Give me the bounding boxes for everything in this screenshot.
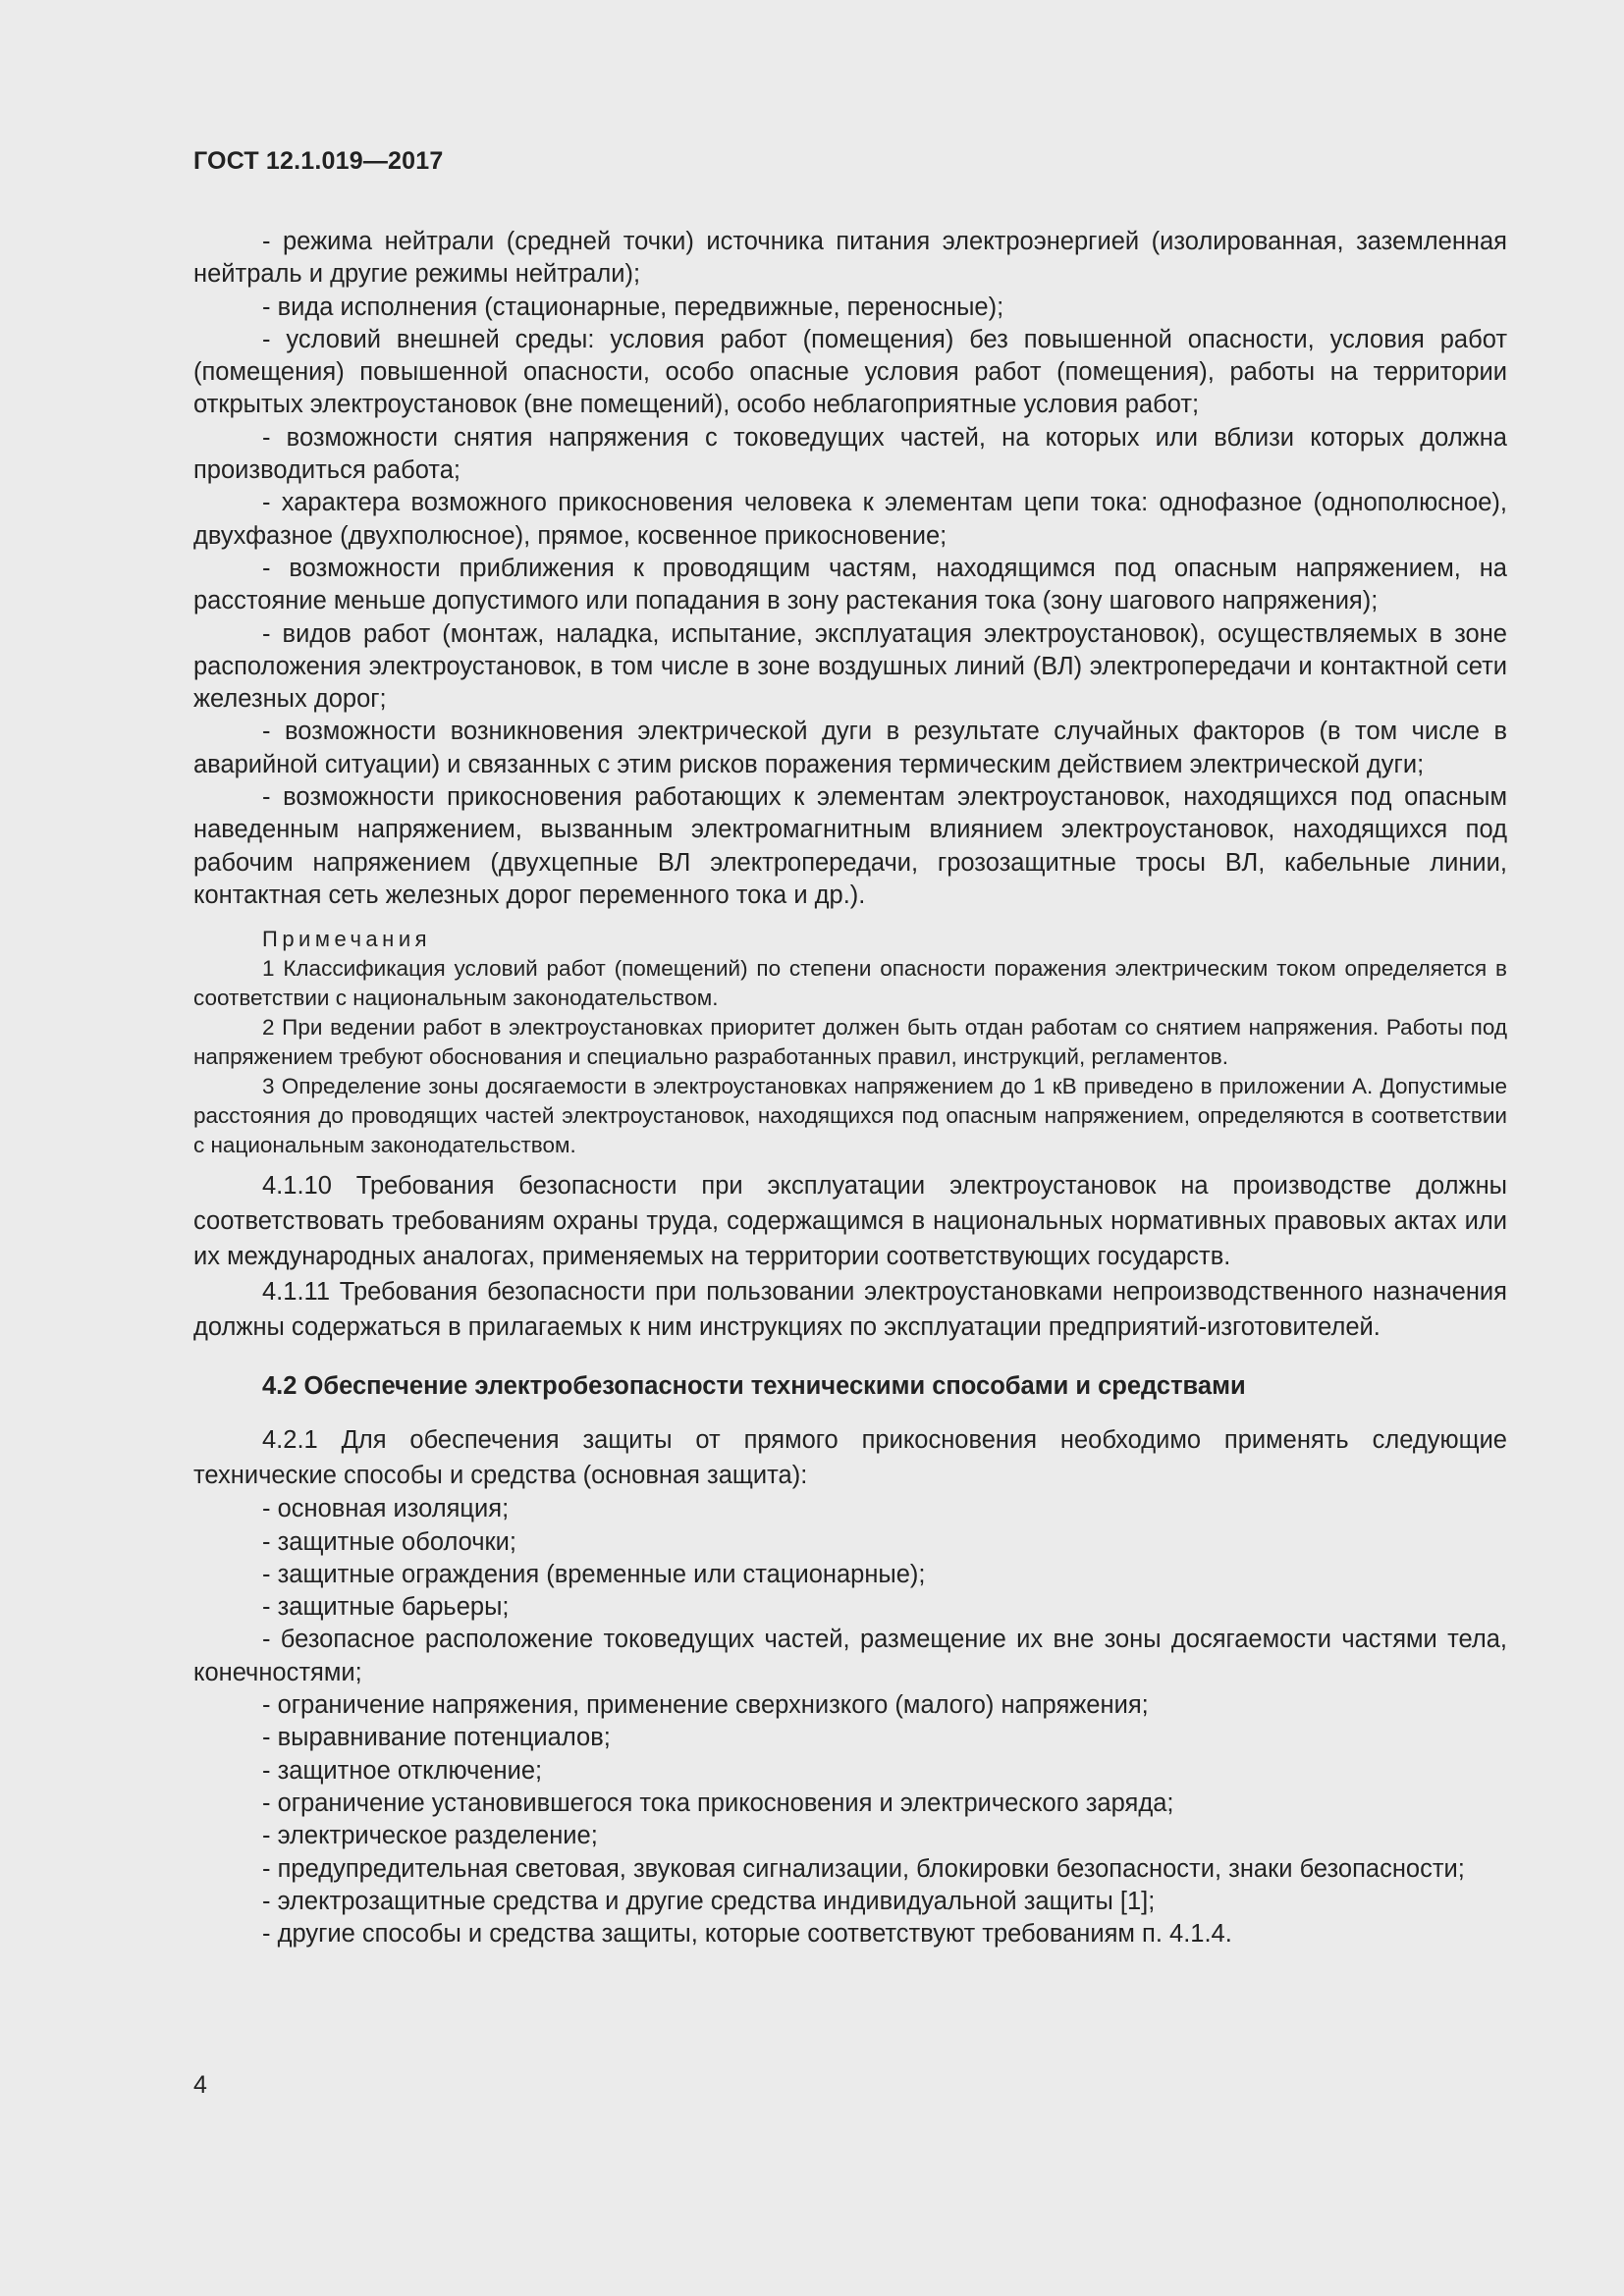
list-item: - защитные ограждения (временные или стационарные);	[262, 1560, 926, 1588]
list-item: - безопасное расположение токоведущих частей, размещение их вне зоны досягаемости частями тела, конечностями;	[193, 1626, 1507, 1686]
list-item: - электрозащитные средства и другие средства индивидуальной защиты [1];	[262, 1887, 1156, 1915]
list-item: - режима нейтрали (средней точки) источника питания электроэнергией (изолированная, заземленная нейтраль и другие режимы нейтрали);	[193, 228, 1507, 289]
list-item: - защитные оболочки;	[262, 1527, 516, 1556]
document-body	[193, 226, 1507, 1950]
list-item: - защитные барьеры;	[262, 1593, 510, 1622]
note-item: 2 При ведении работ в электроустановках приоритет должен быть отдан работам со снятием напряжения. Работы под напряжением требуют обоснования и специально разработанных правил, инструкций, регламентов.	[193, 1015, 1507, 1070]
list-item: - электрическое разделение;	[262, 1822, 598, 1850]
list-item: - другие способы и средства защиты, которые соответствуют требованиям п. 4.1.4.	[262, 1920, 1232, 1949]
clause-4-1-10: 4.1.10 Требования безопасности при эксплуатации электроустановок на производстве должны соответствовать требованиям охраны труда, содержащимся в национальных нормативных правовых актах или их международных аналогах, применяемых на территории соответствующих государств.	[193, 1172, 1507, 1271]
list-item: - предупредительная световая, звуковая сигнализации, блокировки безопасности, знаки безопасности;	[262, 1854, 1465, 1883]
list-item: - выравнивание потенциалов;	[262, 1724, 611, 1752]
list-item: - вида исполнения (стационарные, передвижные, переносные);	[262, 293, 1004, 321]
notes-title: Примечания	[262, 927, 432, 952]
list-item: - ограничение напряжения, применение сверхнизкого (малого) напряжения;	[262, 1691, 1149, 1720]
document-header: ГОСТ 12.1.019—2017	[193, 147, 444, 175]
list-item: - возможности приближения к проводящим частям, находящимся под опасным напряжением, на расстояние меньше допустимого или попадания в зону растекания тока (зону шагового напряжения);	[193, 554, 1507, 615]
list-item: - возможности снятия напряжения с токоведущих частей, на которых или вблизи которых должна производиться работа;	[193, 423, 1507, 485]
list-item: - ограничение установившегося тока прикосновения и электрического заряда;	[262, 1789, 1174, 1817]
note-item: 1 Классификация условий работ (помещений) по степени опасности поражения электрическим током определяется в соответствии с национальным законодательством.	[193, 956, 1507, 1011]
page-number: 4	[193, 2071, 207, 2099]
list-item: - характера возможного прикосновения человека к элементам цепи тока: однофазное (однополюсное), двухфазное (двухполюсное), прямое, косвенное прикосновение;	[193, 489, 1507, 550]
list-item: - основная изоляция;	[262, 1495, 510, 1523]
section-title: 4.2 Обеспечение электробезопасности техническими способами и средствами	[262, 1372, 1246, 1401]
list-item: - возможности возникновения электрической дуги в результате случайных факторов (в том числе в аварийной ситуации) и связанных с этим рисков поражения термическим действием электрической дуги;	[193, 718, 1507, 778]
list-item: - видов работ (монтаж, наладка, испытание, эксплуатация электроустановок), осуществляемых в зоне расположения электроустановок, в том числе в зоне воздушных линий (ВЛ) электропередачи и контактной сети железных дорог;	[193, 619, 1507, 714]
clause-4-1-11: 4.1.11 Требования безопасности при пользовании электроустановками непроизводственного назначения должны содержаться в прилагаемых к ним инструкциях по эксплуатации предприятий-изготовителей.	[193, 1278, 1507, 1342]
clause-4-2-1: 4.2.1 Для обеспечения защиты от прямого прикосновения необходимо применять следующие технические способы и средства (основная защита):	[193, 1426, 1507, 1490]
list-item: - условий внешней среды: условия работ (помещения) без повышенной опасности, условия работ (помещения) повышенной опасности, особо опасные условия работ (помещения), работы на территории открытых электроустановок (вне помещений), особо неблагоприятные условия работ;	[193, 325, 1507, 419]
notes-block	[193, 925, 1507, 1160]
list-item: - защитное отключение;	[262, 1756, 543, 1785]
list-item: - возможности прикосновения работающих к элементам электроустановок, находящихся под опасным наведенным напряжением, вызванным электромагнитным влиянием электроустановок, находящихся под рабочим напряжением (двухцепные ВЛ электропередачи, грозозащитные тросы ВЛ, кабельные линии, контактная сеть железных дорог переменного тока и др.).	[193, 783, 1507, 909]
note-item: 3 Определение зоны досягаемости в электроустановках напряжением до 1 кВ приведено в приложении А. Допустимые расстояния до проводящих частей электроустановок, находящихся под опасным напряжением, определяются в соответствии с национальным законодательством.	[193, 1074, 1507, 1158]
